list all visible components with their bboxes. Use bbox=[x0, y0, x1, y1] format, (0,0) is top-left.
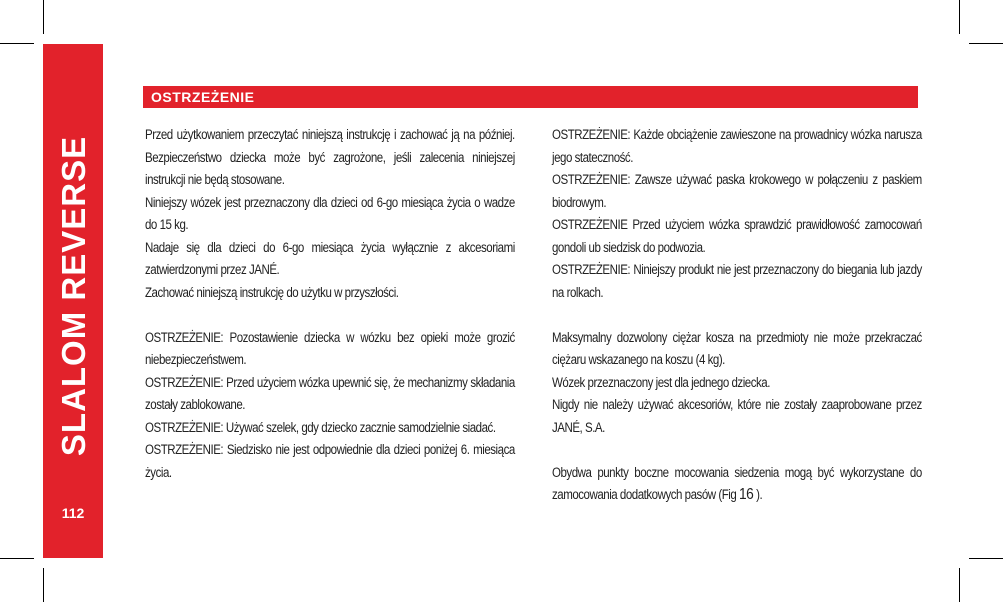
paragraph: Nadaje się dla dzieci do 6-go miesiąca życia wyłącznie z akcesoriami zatwierdzonymi przez JANÉ. bbox=[145, 239, 515, 277]
warning-paragraph: OSTRZEŻENIE: Każde obciążenie zawieszone na prowadnicy wózka narusza jego stateczność. bbox=[552, 127, 922, 165]
crop-mark bbox=[969, 43, 1003, 44]
paragraph: Nigdy nie należy używać akcesoriów, które nie zostały zaaprobowane przez JANÉ, S.A. bbox=[552, 397, 922, 435]
crop-mark bbox=[969, 558, 1003, 559]
crop-mark bbox=[959, 568, 960, 602]
crop-mark bbox=[0, 43, 34, 44]
warning-paragraph: OSTRZEŻENIE: Siedzisko nie jest odpowiednie dla dzieci poniżej 6. miesiąca życia. bbox=[145, 442, 515, 480]
page-number: 112 bbox=[61, 505, 85, 521]
paragraph-end: ). bbox=[756, 487, 763, 502]
warning-paragraph: OSTRZEŻENIE: Przed użyciem wózka upewnić się, że mechanizmy składania zostały zablokowane. bbox=[145, 374, 515, 412]
crop-mark bbox=[959, 0, 960, 34]
right-column bbox=[552, 124, 922, 507]
product-title: SLALOM REVERSE bbox=[55, 135, 92, 457]
paragraph: Przed użytkowaniem przeczytać niniejszą instrukcję i zachować ją na później. Bezpieczeństwo dziecka może być zagrożone, jeśli zalecenia niniejszej instrukcji nie będą stosowane. bbox=[145, 127, 515, 187]
warning-paragraph: OSTRZEŻENIE Przed użyciem wózka sprawdzić prawidłowość zamocowań gondoli ub siedzisk do podwozia. bbox=[552, 217, 922, 255]
paragraph: Maksymalny dozwolony ciężar kosza na przedmioty nie może przekraczać ciężaru wskazanego na koszu (4 kg). bbox=[552, 329, 922, 367]
paragraph: Niniejszy wózek jest przeznaczony dla dzieci od 6-go miesiąca życia o wadze do 15 kg. bbox=[145, 194, 515, 232]
crop-mark bbox=[43, 568, 44, 602]
left-column bbox=[145, 124, 515, 484]
paragraph-text: Obydwa punkty boczne mocowania siedzenia mogą być wykorzystane do zamocowania dodatkowych pasów (Fig bbox=[552, 464, 922, 502]
paragraph: Wózek przeznaczony jest dla jednego dziecka. bbox=[552, 374, 770, 390]
figure-reference: 16 bbox=[738, 486, 754, 503]
warning-paragraph: OSTRZEŻENIE: Niniejszy produkt nie jest przeznaczony do biegania lub jazdy na rolkach. bbox=[552, 262, 922, 300]
section-heading: OSTRZEŻENIE bbox=[151, 89, 255, 105]
warning-paragraph: OSTRZEŻENIE: Używać szelek, gdy dziecko zacznie samodzielnie siadać. bbox=[145, 419, 496, 435]
crop-mark bbox=[0, 558, 34, 559]
warning-paragraph: OSTRZEŻENIE: Pozostawienie dziecka w wózku bez opieki może grozić niebezpieczeństwem. bbox=[145, 329, 515, 367]
crop-mark bbox=[43, 0, 44, 34]
paragraph: Zachować niniejszą instrukcję do użytku w przyszłości. bbox=[145, 284, 399, 300]
paragraph bbox=[552, 462, 922, 507]
section-banner bbox=[143, 86, 918, 108]
warning-paragraph: OSTRZEŻENIE: Zawsze używać paska krokowego w połączeniu z paskiem biodrowym. bbox=[552, 172, 922, 210]
